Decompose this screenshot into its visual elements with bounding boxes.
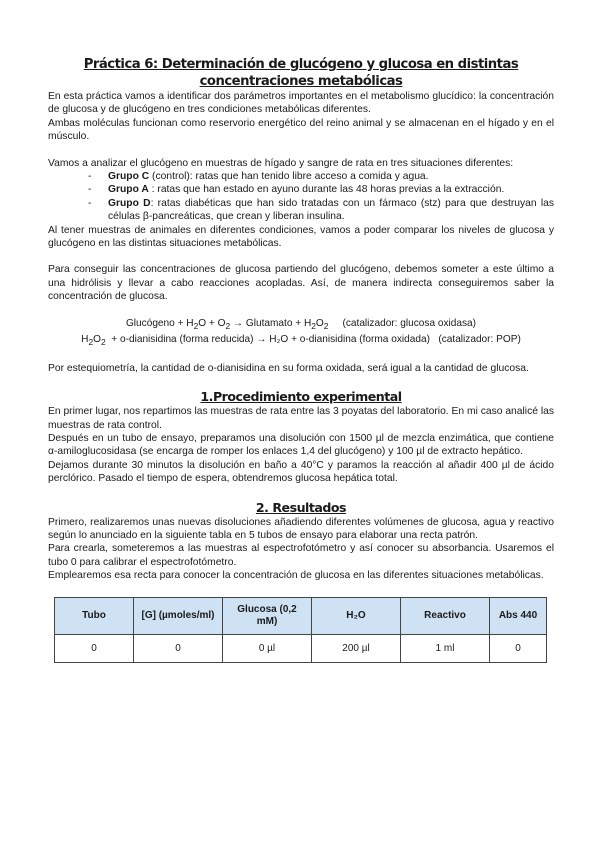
eq-sub: 2 (311, 320, 316, 331)
table-header: [G] (µmoles/ml) (134, 597, 223, 634)
document-title (48, 56, 554, 90)
table-cell: 0 (134, 634, 223, 662)
table-header: H₂O (312, 597, 401, 634)
eq-text: O (315, 317, 324, 329)
hydrolysis-paragraph: Para conseguir las concentraciones de glucosa partiendo del glucógeno, debemos someter a este último a una hidrólisis y llevar a cabo reacciones acopladas. Así, de manera indirecta conseguiremos saber la concentración de glucosa. (48, 264, 554, 303)
section-1-paragraph: En primer lugar, nos repartimos las muestras de rata entre las 3 poyatas del laboratorio. En mi caso analicé las muestras de rata control. (48, 406, 554, 431)
standard-curve-table (54, 597, 547, 663)
eq-sub: 2 (225, 320, 231, 331)
section-2-paragraph: Emplearemos esa recta para conocer la concentración de glucosa en las diferentes situaciones metabólicas. (48, 570, 544, 582)
eq-text: Glucógeno + H (125, 317, 194, 329)
table-header: Reactivo (401, 597, 490, 634)
eq-text: (catalizador: glucosa oxidasa) (328, 317, 477, 329)
intro-paragraph-1: En esta práctica vamos a identificar dos parámetros importantes en el metabolismo glucídico: la concentración de glucosa y de glucógeno en tres condiciones metabólicas diferentes. (48, 91, 554, 116)
equation-1 (48, 317, 554, 333)
title-line-2: concentraciones metabólicas (199, 74, 403, 89)
groups-outro: Al tener muestras de animales en diferentes condiciones, vamos a poder comparar los niveles de glucosa y glucógeno en las distintas situaciones metabólicas. (48, 224, 554, 250)
group-description: : ratas diabéticas que han sido tratadas con un fármaco (stz) para que destruyan las células β-pancreáticas, que crean y liberan insulina. (108, 197, 555, 223)
table-cell: 0 µl (223, 634, 312, 662)
group-description: (control): ratas que han tenido libre acceso a comida y agua. (149, 171, 429, 183)
eq-text: O (93, 333, 101, 345)
section-1-paragraph: Dejamos durante 30 minutos la disolución en baño a 40°C y paramos la reacción al añadir 400 µl de ácido perclórico. Pasado el tiempo de espera, obtendremos glucosa hepática total. (48, 459, 554, 485)
table-header: Tubo (55, 597, 134, 634)
groups-list (48, 170, 554, 224)
table-header-row (55, 597, 547, 634)
equation-2 (48, 333, 554, 349)
section-2-paragraph: Para crearla, someteremos a las muestras al espectrofotómetro y así conocer su absorbancia. Usaremos el tubo 0 para calibrar el espectrofotómetro. (48, 543, 554, 568)
table-cell: 1 ml (401, 634, 490, 662)
section-2-title: 2. Resultados (255, 499, 347, 515)
section-2-paragraph: Primero, realizaremos unas nuevas disoluciones añadiendo diferentes volúmenes de glucosa, agua y reactivo según lo anunciado en la siguiente tabla en 5 tubos de ensayo para elaborar una recta patrón. (48, 516, 554, 541)
group-name: Grupo D (108, 197, 151, 209)
eq-sub: 2 (101, 336, 106, 347)
list-item (88, 170, 554, 183)
table-cell: 0 (490, 634, 547, 662)
list-item (88, 197, 554, 224)
table-header: Abs 440 (490, 597, 547, 634)
eq-sub: 2 (193, 320, 199, 331)
eq-text: H (81, 333, 89, 345)
document-page (48, 56, 554, 663)
stoichiometry-paragraph: Por estequiometría, la cantidad de o-dianisidina en su forma oxidada, será igual a la cantidad de glucosa. (48, 362, 529, 374)
groups-intro: Vamos a analizar el glucógeno en muestras de hígado y sangre de rata en tres situaciones diferentes: (48, 157, 514, 169)
eq-sub: 2 (323, 320, 329, 331)
eq-text: → Glutamato + H (230, 317, 312, 329)
eq-text: O + O (198, 317, 226, 329)
eq-text: + o-dianisidina (forma reducida) → H₂O + o-dianisidina (forma oxidada) (catalizador: POP) (105, 333, 521, 345)
section-1-title: 1.Procedimiento experimental (200, 389, 402, 405)
group-name: Grupo A (108, 184, 149, 196)
intro-paragraph-2: Ambas moléculas funcionan como reservorio energético del reino animal y se almacenan en el hígado y en el músculo. (48, 117, 554, 143)
table-cell: 200 µl (312, 634, 401, 662)
table-header: Glucosa (0,2 mM) (223, 597, 312, 634)
table-row (55, 634, 547, 662)
group-description: : ratas que han estado en ayuno durante las 48 horas previas a la extracción. (148, 184, 505, 196)
title-line-1: Práctica 6: Determinación de glucógeno y glucosa en distintas (83, 57, 519, 72)
table-cell: 0 (55, 634, 134, 662)
list-item (88, 183, 554, 196)
section-1-paragraph: Después en un tubo de ensayo, preparamos una disolución con 1500 µl de mezcla enzimática, que contiene α-amiloglucosidasa (se encarga de romper los enlaces 1,4 del glucógeno) y 100 µl de extracto hepático. (48, 432, 554, 458)
eq-sub: 2 (88, 336, 94, 347)
group-name: Grupo C (108, 171, 150, 183)
